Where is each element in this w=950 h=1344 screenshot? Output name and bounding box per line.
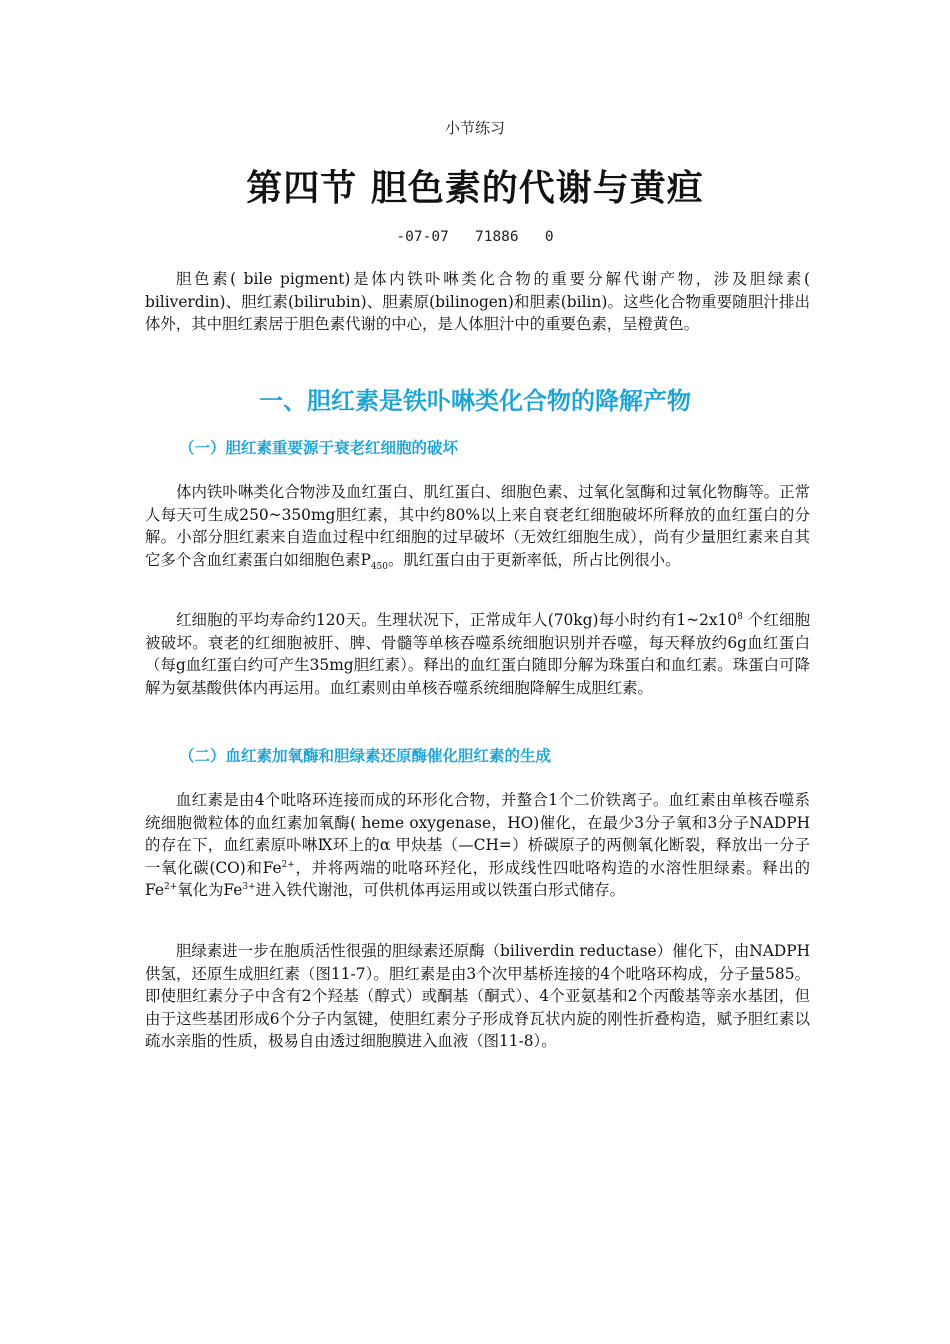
subscript: 450 (370, 561, 389, 572)
sub1-paragraph-2 (145, 609, 810, 699)
section-heading-1: 一、胆红素是铁卟啉类化合物的降解产物 (259, 387, 691, 415)
sub2-paragraph-2: 胆绿素进一步在胞质活性很强的胆绿素还原酶（biliverdin reductase）催化下，由NADPH供氢，还原生成胆红素（图11-7）。胆红素是由3个次甲基桥连接的4个吡咯环构成，分子量585。 即使胆红素分子中含有2个羟基（醇式）或酮基（酮式）、4个亚氨基和2个丙酸基等亲水基团，但由于这些基团形成6个分子内氢键，使胆红素分子形成脊瓦状内旋的刚性折叠构造，赋予胆红素以疏水亲脂的性质，极易自由透过细胞膜进入血液（图11-8）。 (145, 942, 810, 1051)
text-run: 红细胞的平均寿命约120天。生理状况下，正常成年人(70kg)每小时约有1~2x10 (176, 611, 738, 629)
page-title: 第四节 胆色素的代谢与黄疸 (246, 168, 704, 209)
sub-heading-2: （二）血红素加氧酶和胆绿素还原酶催化胆红素的生成 (179, 747, 552, 765)
text-run: ，并将两端的吡咯环羟化，形成线性四吡咯构造的水溶性胆绿素。释出的Fe (145, 858, 810, 900)
intro-paragraph: 胆色素( bile pigment)是体内铁卟啉类化合物的重要分解代谢产物，涉及胆绿素( biliverdin)、胆红素(bilirubin)、胆素原(bilinogen)和胆素(bilin)。这些化合物重要随胆汁排出体外，其中胆红素居于胆色素代谢的中心，是人体胆汁中的重要色素，呈橙黄色。 (145, 270, 810, 334)
sub2-paragraph-2-block (145, 940, 810, 1053)
text-run: 进入铁代谢池，可供机体再运用或以铁蛋白形式储存。 (255, 881, 626, 900)
sub-heading-1: （一）胆红素重要源于衰老红细胞的破坏 (179, 439, 459, 457)
text-run: 血红素是由4个吡咯环连接而成的环形化合物，并螯合1个二价铁离子。血红素由单核吞噬系统细胞微粒体的血红素加氧酶( heme oxygenase，HO)催化，在最少3分子氧和3分子NADPH的存在下，血红素原卟啉Ⅸ环上的α 甲炔基（—CH=）桥碳原子的两侧氧化断裂，释放出一分子一氧化碳(CO)和Fe (145, 791, 810, 877)
sub1-paragraph-1 (145, 481, 810, 571)
header-label: 小节练习 (444, 119, 505, 137)
superscript: 2+ (281, 859, 295, 870)
superscript: 8 (737, 611, 743, 622)
text-run: 。肌红蛋白由于更新率低，所占比例很小。 (388, 550, 681, 569)
superscript: 2+ (163, 882, 178, 893)
text-run: 体内铁卟啉类化合物涉及血红蛋白、肌红蛋白、细胞色素、过氧化氢酶和过氧化物酶等。正常人每天可生成250~350mg胆红素，其中约80%以上来自衰老红细胞破坏所释放的血红蛋白的分解。小部分胆红素来自造血过程中红细胞的过早破坏（无效红细胞生成），尚有少量胆红素来自其它多个含血红素蛋白如细胞色素P (145, 483, 810, 569)
intro-block (145, 268, 810, 336)
sub2-paragraph-1-block (145, 789, 810, 902)
superscript: 3+ (242, 882, 256, 893)
text-run: 个红细胞被破坏。衰老的红细胞被肝、脾、骨髓等单核吞噬系统细胞识别并吞噬，每天释放约6g血红蛋白（每g血红蛋白约可产生35mg胆红素）。释出的血红蛋白随即分解为珠蛋白和血红素。珠蛋白可降解为氨基酸供体内再运用。血红素则由单核吞噬系统细胞降解生成胆红素。 (145, 611, 810, 697)
sub1-paragraph-2-block (145, 609, 810, 699)
meta-line: -07-07 71886 0 (396, 229, 554, 245)
text-run: 氧化为Fe (177, 881, 243, 900)
sub1-paragraph-1-block (145, 481, 810, 571)
sub2-paragraph-1 (145, 789, 810, 902)
